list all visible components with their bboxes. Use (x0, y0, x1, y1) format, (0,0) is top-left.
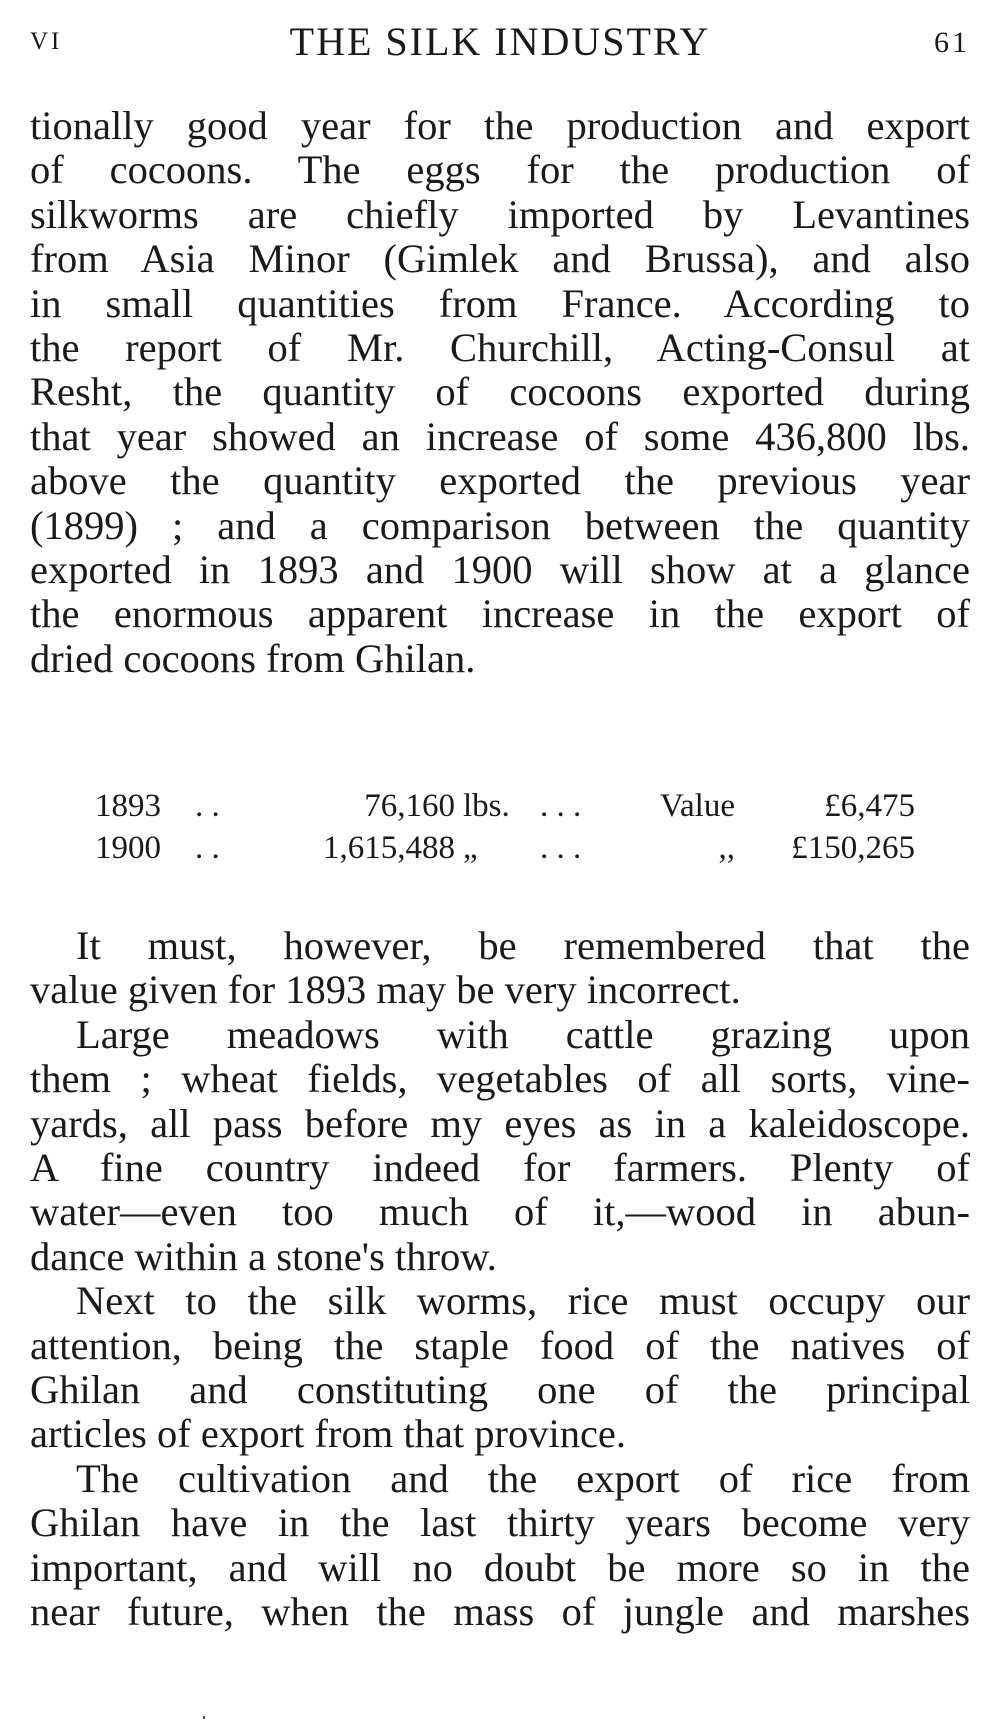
body-text-lower (30, 924, 970, 1635)
text-line: the enormous apparent increase in the export of (30, 591, 970, 637)
text-line: The cultivation and the export of rice from (76, 1455, 970, 1501)
text-line: of cocoons. The eggs for the production of (30, 147, 970, 193)
text-line: from Asia Minor (Gimlek and Brussa), and also (30, 236, 970, 282)
running-title: THE SILK INDUSTRY (289, 19, 711, 64)
quantity-cell: 76,160 (364, 788, 455, 824)
text-line: water—even too much of it,—wood in abun- (30, 1189, 970, 1235)
text-line: exported in 1893 and 1900 will show at a glance (30, 547, 970, 593)
value-cell: £6,475 (824, 788, 915, 824)
text-line: near future, when the mass of jungle and marshes (30, 1589, 970, 1635)
text-line: dried cocoons from Ghilan. (30, 635, 476, 681)
value-label-cell: Value (659, 788, 735, 824)
quantity-cell: 1,615,488 (323, 830, 455, 866)
leader-dots: . . . (540, 830, 582, 866)
text-line: Large meadows with cattle grazing upon (76, 1011, 970, 1057)
text-line: yards, all pass before my eyes as in a kaleidoscope. (30, 1100, 970, 1146)
body-text-upper (30, 104, 970, 681)
text-line: them ; wheat fields, vegetables of all sorts, vine- (30, 1056, 970, 1102)
paragraph (30, 1279, 970, 1457)
text-line: Next to the silk worms, rice must occupy our (76, 1278, 970, 1324)
text-line: Resht, the quantity of cocoons exported during (30, 369, 970, 415)
text-line: Ghilan and constituting one of the principal (30, 1367, 970, 1413)
paragraph-continued (30, 104, 970, 681)
text-line: that year showed an increase of some 436,800 lbs. (30, 413, 970, 459)
unit-cell: lbs. (463, 788, 510, 824)
year-cell: 1893 (95, 788, 161, 824)
text-line: attention, being the staple food of the natives of (30, 1322, 970, 1368)
text-line: (1899) ; and a comparison between the quantity (30, 502, 970, 548)
year-cell: 1900 (95, 830, 161, 866)
table-row (95, 785, 915, 827)
text-line: articles of export from that province. (30, 1411, 627, 1457)
text-line: dance within a stone's throw. (30, 1233, 497, 1279)
text-line: the report of Mr. Churchill, Acting-Consul at (30, 325, 970, 371)
value-label-cell: ,, (718, 830, 735, 866)
running-head (30, 14, 970, 70)
text-line: Ghilan have in the last thirty years become very (30, 1500, 970, 1546)
leader-dots: . . (195, 788, 220, 824)
text-line: above the quantity exported the previous year (30, 458, 970, 504)
unit-cell: „ (463, 830, 478, 866)
export-table (95, 785, 915, 869)
text-line: in small quantities from France. According to (30, 280, 970, 326)
text-line: important, and will no doubt be more so in the (30, 1544, 970, 1590)
value-cell: £150,265 (791, 830, 915, 866)
text-line: It must, however, be remembered that the (76, 923, 970, 968)
paragraph (30, 1013, 970, 1279)
leader-dots: . . (195, 830, 220, 866)
page-number: 61 (934, 26, 970, 59)
text-line: A fine country indeed for farmers. Plenty of (30, 1145, 970, 1191)
paragraph (30, 1457, 970, 1635)
table-row (95, 827, 915, 869)
paragraph (30, 924, 970, 1013)
text-line: value given for 1893 may be very incorrect. (30, 967, 741, 1013)
text-line: tionally good year for the production and export (30, 103, 970, 148)
chapter-number: VI (30, 28, 63, 55)
text-line: silkworms are chiefly imported by Levantines (30, 191, 970, 237)
leader-dots: . . . (540, 788, 582, 824)
scan-speck (203, 1716, 205, 1719)
